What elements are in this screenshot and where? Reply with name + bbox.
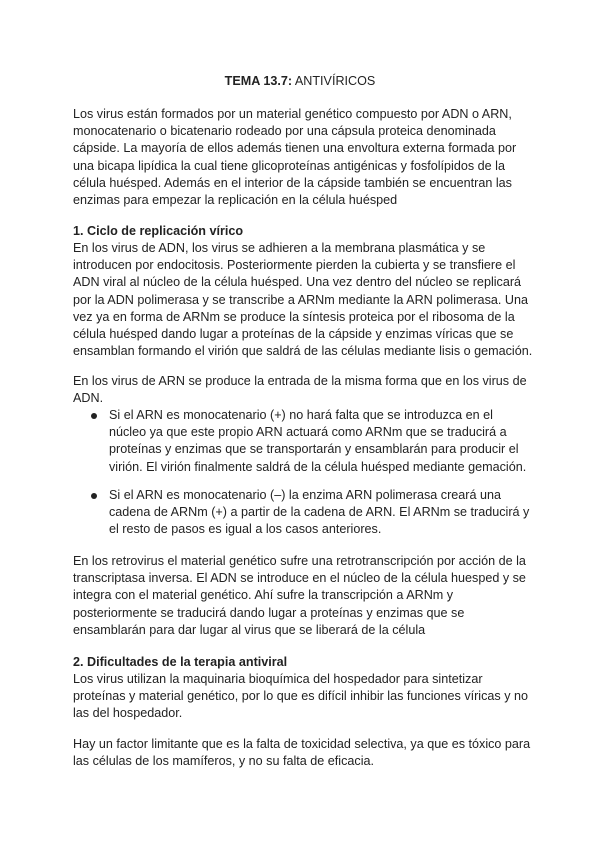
bullet-dot-icon	[91, 493, 97, 499]
section-1-paragraph-3: En los retrovirus el material genético sufre una retrotranscripción por acción de la transcriptasa inversa. El ADN se introduce en el núcleo de la célula huesped y se integra con el material genético. Ahí sufre la transcripción a ARNm y posteriormente se traducirá dando lugar a proteínas y enzimas que se ensamblarán para dar lugar al virus que se liberará de la célula	[73, 554, 526, 637]
bullet-dot-icon	[91, 413, 97, 419]
section-2-heading: 2. Dificultades de la terapia antiviral	[73, 655, 288, 669]
title-text: ANTIVÍRICOS	[292, 74, 376, 88]
bullet-item-positive-rna	[73, 407, 533, 476]
rna-bullet-list-2	[73, 487, 533, 539]
section-2-paragraph-1: Los virus utilizan la maquinaria bioquímica del hospedador para sintetizar proteínas y material genético, por lo que es difícil inhibir las funciones víricas y no las del hospedador.	[73, 672, 529, 721]
title-number: TEMA 13.7:	[224, 74, 293, 88]
bullet-item-negative-rna	[73, 487, 533, 539]
section-2-paragraph-2: Hay un factor limitante que es la falta de toxicidad selectiva, ya que es tóxico para las células de los mamíferos, y no su falta de eficacia.	[73, 737, 531, 769]
bullet-text: Si el ARN es monocatenario (+) no hará falta que se introduzca en el núcleo ya que este propio ARN actuará como ARNm que se traducirá a proteínas y enzimas que se transportarán y ensamblarán para producir el virión. El virión finalmente saldrá de la célula huésped mediante gemación.	[109, 408, 527, 474]
section-1-paragraph-2: En los virus de ARN se produce la entrada de la misma forma que en los virus de ADN.	[73, 374, 527, 406]
intro-paragraph: Los virus están formados por un material genético compuesto por ADN o ARN, monocatenario o bicatenario rodeado por una cápsula proteica denominada cápside. La mayoría de ellos además tienen una envoltura externa formada por una bicapa lipídica la cual tiene glicoproteínas antigénicas y fosfolípidos de la célula huésped. Además en el interior de la cápside también se encuentran las enzimas para empezar la replicación en la célula huésped	[73, 107, 517, 208]
bullet-text: Si el ARN es monocatenario (–) la enzima ARN polimerasa creará una cadena de ARNm (+) a partir de la cadena de ARN. El ARNm se traducirá y el resto de pasos es igual a los casos anteriores.	[109, 488, 530, 537]
page-title	[0, 73, 600, 90]
section-1-paragraph-1: En los virus de ADN, los virus se adhieren a la membrana plasmática y se introducen por endocitosis. Posteriormente pierden la cubierta y se transfiere el ADN viral al núcleo de la célula huésped. Una vez dentro del núcleo se replicará por la ADN polimerasa y se transcribe a ARNm mediante la ARN polimerasa. Una vez ya en forma de ARNm se produce la síntesis proteica por el ribosoma de la célula huésped dando lugar a proteínas de la cápside y enzimas víricas que se ensamblan formando el virión que saldrá de las células mediante lisis o gemación.	[73, 241, 533, 359]
section-1-heading: 1. Ciclo de replicación vírico	[73, 224, 244, 238]
rna-bullet-list	[73, 407, 533, 476]
